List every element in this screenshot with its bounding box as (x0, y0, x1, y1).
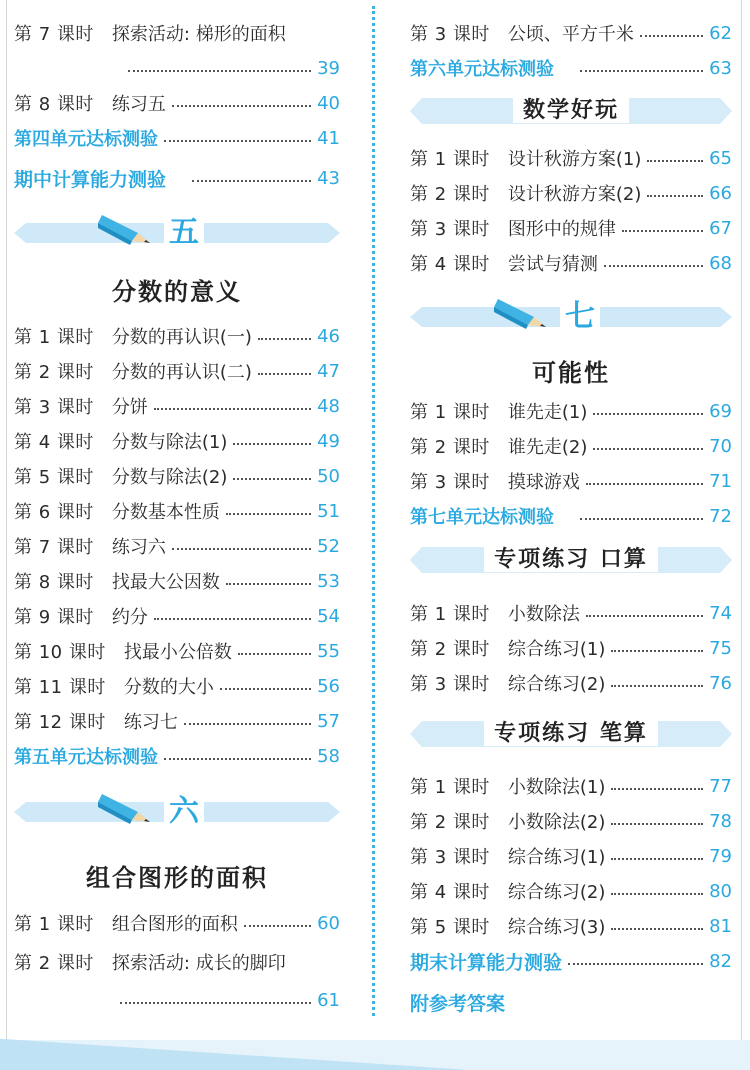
lesson-number: 第 5 课时 (14, 467, 94, 488)
leader-dots (568, 963, 703, 965)
lesson-topic: 摸球游戏 (507, 472, 580, 493)
page-number: 43 (317, 167, 340, 189)
toc-entry[interactable] (410, 771, 732, 801)
section-title: 专项练习 口算 (484, 547, 658, 572)
page-number: 49 (317, 430, 340, 452)
toc-entry[interactable] (410, 911, 732, 941)
unit-test-entry[interactable] (410, 53, 732, 83)
toc-entry[interactable] (14, 706, 340, 736)
page-number: 60 (317, 912, 340, 934)
page-number: 76 (709, 672, 732, 694)
page-number: 58 (317, 745, 340, 767)
lesson-topic: 小数除法(1) (507, 777, 606, 798)
leader-dots (611, 650, 703, 652)
test-title: 期末计算能力测验 (410, 951, 563, 974)
unit-test-entry[interactable] (14, 741, 340, 771)
leader-dots (154, 618, 311, 620)
lesson-number: 第 3 课时 (410, 674, 490, 695)
toc-entry[interactable] (14, 461, 340, 491)
lesson-number: 第 2 课时 (14, 362, 94, 383)
leader-dots (580, 70, 703, 72)
page-number: 61 (317, 989, 340, 1011)
leader-dots (611, 823, 703, 825)
toc-entry[interactable] (410, 213, 732, 243)
leader-dots (647, 160, 703, 162)
page-number: 80 (709, 880, 732, 902)
fun-math-banner (410, 94, 732, 128)
page-number: 70 (709, 435, 732, 457)
lesson-topic: 探索活动: 成长的脚印 (111, 953, 286, 974)
leader-dots (586, 483, 703, 485)
page-number: 74 (709, 602, 732, 624)
lesson-topic: 图形中的规律 (507, 219, 616, 240)
lesson-number: 第 3 课时 (410, 24, 490, 45)
lesson-topic: 综合练习(2) (507, 674, 606, 695)
page-number: 46 (317, 325, 340, 347)
lesson-number: 第 1 课时 (14, 327, 94, 348)
unit-five-banner (14, 215, 340, 250)
final-test-entry[interactable] (410, 946, 732, 976)
page-number: 79 (709, 845, 732, 867)
leader-dots (586, 615, 703, 617)
page-number: 48 (317, 395, 340, 417)
page-number: 66 (709, 182, 732, 204)
page-number: 63 (709, 57, 732, 79)
lesson-number: 第 12 课时 (14, 712, 106, 733)
toc-entry[interactable] (14, 321, 340, 351)
leader-dots (580, 518, 703, 520)
lesson-topic: 公顷、平方千米 (507, 24, 634, 45)
lesson-topic: 分数的再认识(一) (111, 327, 252, 348)
toc-entry[interactable] (14, 908, 340, 938)
toc-entry[interactable] (410, 876, 732, 906)
toc-entry[interactable] (410, 668, 732, 698)
toc-entry[interactable] (410, 841, 732, 871)
page-number: 55 (317, 640, 340, 662)
page-number: 77 (709, 775, 732, 797)
page-number: 50 (317, 465, 340, 487)
toc-entry[interactable] (410, 466, 732, 496)
page-number: 67 (709, 217, 732, 239)
lesson-topic: 分数与除法(2) (111, 467, 228, 488)
page-number: 39 (317, 57, 340, 79)
toc-entry[interactable] (410, 396, 732, 426)
leader-dots (640, 35, 703, 37)
leader-dots (593, 413, 703, 415)
toc-entry[interactable] (410, 143, 732, 173)
lesson-topic: 综合练习(2) (507, 882, 606, 903)
leader-dots (647, 195, 703, 197)
lesson-number: 第 9 课时 (14, 607, 94, 628)
unit-title: 分数的意义 (112, 278, 242, 306)
lesson-topic: 小数除法(2) (507, 812, 606, 833)
page-number: 52 (317, 535, 340, 557)
answer-key-title: 附参考答案 (410, 992, 506, 1015)
leader-dots (226, 513, 311, 515)
toc-entry[interactable] (14, 947, 340, 977)
toc-entry[interactable] (410, 598, 732, 628)
lesson-number: 第 1 课时 (14, 914, 94, 935)
page-number: 68 (709, 252, 732, 274)
page-number: 72 (709, 505, 732, 527)
page-number: 65 (709, 147, 732, 169)
lesson-topic: 找最大公因数 (111, 572, 220, 593)
page-number: 57 (317, 710, 340, 732)
page-number: 47 (317, 360, 340, 382)
test-title: 第六单元达标测验 (410, 59, 554, 80)
leader-dots (611, 928, 703, 930)
page-number: 51 (317, 500, 340, 522)
unit-title: 组合图形的面积 (86, 864, 268, 892)
page-number: 41 (317, 127, 340, 149)
toc-entry[interactable] (410, 18, 732, 48)
page-number: 56 (317, 675, 340, 697)
toc-entry[interactable] (14, 496, 340, 526)
unit-test-entry[interactable] (410, 501, 732, 531)
lesson-number: 第 3 课时 (410, 847, 490, 868)
lesson-number: 第 11 课时 (14, 677, 106, 698)
lesson-number: 第 8 课时 (14, 94, 94, 115)
page-number: 54 (317, 605, 340, 627)
lesson-topic: 分数基本性质 (111, 502, 220, 523)
page-number: 62 (709, 22, 732, 44)
leader-dots (192, 180, 311, 182)
toc-entry[interactable] (14, 88, 340, 118)
test-title: 第四单元达标测验 (14, 129, 158, 150)
toc-entry[interactable] (14, 671, 340, 701)
bottom-decoration (0, 1040, 750, 1070)
lesson-topic: 组合图形的面积 (111, 914, 238, 935)
page-number: 81 (709, 915, 732, 937)
lesson-topic: 分饼 (111, 397, 148, 418)
leader-dots (164, 758, 311, 760)
leader-dots (593, 448, 703, 450)
leader-dots (611, 858, 703, 860)
leader-dots (120, 1002, 311, 1004)
lesson-number: 第 10 课时 (14, 642, 106, 663)
lesson-number: 第 2 课时 (410, 812, 490, 833)
written-calc-banner (410, 717, 732, 751)
toc-entry[interactable] (14, 636, 340, 666)
test-title: 期中计算能力测验 (14, 168, 167, 191)
oral-calc-banner (410, 543, 732, 577)
leader-dots (154, 408, 311, 410)
lesson-number: 第 4 课时 (14, 432, 94, 453)
unit-seven-banner (410, 299, 732, 334)
lesson-topic: 约分 (111, 607, 148, 628)
lesson-topic: 尝试与猜测 (507, 254, 598, 275)
leader-dots (622, 230, 703, 232)
toc-entry[interactable] (410, 431, 732, 461)
leader-dots (233, 478, 311, 480)
lesson-number: 第 3 课时 (410, 472, 490, 493)
leader-dots (604, 265, 703, 267)
lesson-number: 第 2 课时 (410, 184, 490, 205)
answer-key-entry[interactable] (410, 987, 732, 1017)
toc-entry[interactable] (14, 356, 340, 386)
unit-title: 可能性 (532, 359, 610, 387)
lesson-number: 第 4 课时 (410, 254, 490, 275)
lesson-topic: 谁先走(1) (507, 402, 588, 423)
pencil-icon (98, 790, 154, 826)
lesson-number: 第 2 课时 (410, 639, 490, 660)
page-number: 75 (709, 637, 732, 659)
lesson-number: 第 3 课时 (410, 219, 490, 240)
leader-dots (258, 338, 311, 340)
unit-numeral: 七 (560, 297, 600, 337)
lesson-topic: 谁先走(2) (507, 437, 588, 458)
leader-dots (258, 373, 311, 375)
unit-numeral: 六 (164, 792, 204, 832)
lesson-topic: 综合练习(1) (507, 847, 606, 868)
lesson-topic: 设计秋游方案(2) (507, 184, 642, 205)
leader-dots (611, 685, 703, 687)
unit-six-banner (14, 794, 340, 829)
leader-dots (238, 653, 311, 655)
leader-dots (611, 788, 703, 790)
leader-dots (184, 723, 311, 725)
lesson-number: 第 8 课时 (14, 572, 94, 593)
section-title: 数学好玩 (513, 98, 629, 123)
page-number: 78 (709, 810, 732, 832)
toc-entry[interactable] (14, 391, 340, 421)
toc-entry[interactable] (14, 601, 340, 631)
lesson-topic: 设计秋游方案(1) (507, 149, 642, 170)
lesson-topic: 分数的再认识(二) (111, 362, 252, 383)
lesson-number: 第 2 课时 (410, 437, 490, 458)
lesson-number: 第 1 课时 (410, 604, 490, 625)
page-number: 82 (709, 950, 732, 972)
leader-dots (164, 140, 311, 142)
lesson-number: 第 7 课时 (14, 24, 94, 45)
leader-dots (226, 583, 311, 585)
lesson-topic: 小数除法 (507, 604, 580, 625)
toc-entry[interactable] (14, 531, 340, 561)
toc-entry[interactable] (410, 633, 732, 663)
toc-entry[interactable] (410, 178, 732, 208)
unit-test-entry[interactable] (14, 123, 340, 153)
toc-entry[interactable] (14, 426, 340, 456)
lesson-number: 第 1 课时 (410, 149, 490, 170)
toc-entry[interactable] (410, 806, 732, 836)
lesson-number: 第 1 课时 (410, 402, 490, 423)
test-title: 第五单元达标测验 (14, 747, 158, 768)
lesson-number: 第 3 课时 (14, 397, 94, 418)
lesson-number: 第 5 课时 (410, 917, 490, 938)
lesson-topic: 练习七 (123, 712, 178, 733)
toc-entry[interactable] (14, 566, 340, 596)
column-divider (372, 6, 375, 1016)
lesson-topic: 探索活动: 梯形的面积 (111, 24, 286, 45)
lesson-topic: 练习六 (111, 537, 166, 558)
lesson-topic: 分数的大小 (123, 677, 214, 698)
leader-dots (220, 688, 311, 690)
lesson-topic: 综合练习(1) (507, 639, 606, 660)
leader-dots (172, 105, 311, 107)
toc-entry[interactable] (14, 18, 340, 48)
lesson-topic: 找最小公倍数 (123, 642, 232, 663)
pencil-icon (98, 211, 154, 247)
test-title: 第七单元达标测验 (410, 507, 554, 528)
leader-dots (128, 70, 311, 72)
toc-entry-continuation[interactable] (14, 985, 340, 1015)
leader-dots (611, 893, 703, 895)
leader-dots (244, 925, 311, 927)
toc-entry-continuation[interactable] (14, 53, 340, 83)
page-number: 69 (709, 400, 732, 422)
lesson-topic: 综合练习(3) (507, 917, 606, 938)
lesson-number: 第 6 课时 (14, 502, 94, 523)
lesson-number: 第 2 课时 (14, 953, 94, 974)
lesson-number: 第 4 课时 (410, 882, 490, 903)
unit-numeral: 五 (164, 213, 204, 253)
page-number: 71 (709, 470, 732, 492)
lesson-topic: 练习五 (111, 94, 166, 115)
section-title: 专项练习 笔算 (484, 721, 658, 746)
leader-dots (233, 443, 311, 445)
lesson-number: 第 1 课时 (410, 777, 490, 798)
midterm-test-entry[interactable] (14, 163, 340, 193)
page-number: 40 (317, 92, 340, 114)
leader-dots (172, 548, 311, 550)
lesson-topic: 分数与除法(1) (111, 432, 228, 453)
lesson-number: 第 7 课时 (14, 537, 94, 558)
toc-entry[interactable] (410, 248, 732, 278)
page-number: 53 (317, 570, 340, 592)
pencil-icon (494, 295, 550, 331)
